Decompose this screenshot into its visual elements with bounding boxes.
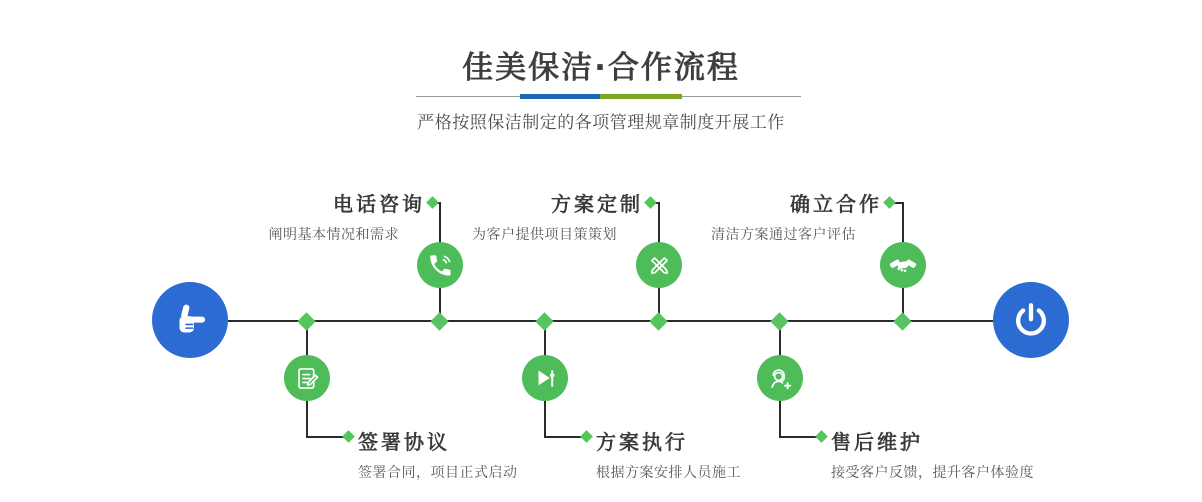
handshake-icon bbox=[889, 251, 917, 279]
timeline-node-diamond bbox=[893, 312, 911, 330]
label-diamond-bullet bbox=[644, 196, 657, 209]
step-label-plan-execute bbox=[596, 426, 741, 482]
title-divider-blue-segment bbox=[520, 94, 600, 99]
label-diamond-bullet bbox=[815, 430, 828, 443]
design-pens-icon bbox=[646, 252, 673, 279]
step-circle-phone-consult bbox=[417, 242, 463, 288]
connector-horizontal-step5 bbox=[545, 436, 584, 438]
step-circle-after-sales bbox=[757, 355, 803, 401]
step-label-phone-consult bbox=[269, 188, 426, 244]
step-title: 签署协议 bbox=[358, 430, 450, 454]
page-title: 佳美保洁·合作流程 bbox=[462, 50, 740, 86]
label-diamond-bullet bbox=[342, 430, 355, 443]
timeline-node-diamond bbox=[649, 312, 667, 330]
step-desc: 阐明基本情况和需求 bbox=[268, 227, 399, 243]
connector-horizontal-step6 bbox=[780, 436, 819, 438]
after-sales-support-icon bbox=[767, 365, 794, 392]
title-divider-green-segment bbox=[600, 94, 682, 99]
timeline-main-line bbox=[228, 320, 993, 322]
flow-end-circle bbox=[993, 282, 1069, 358]
step-circle-establish-cooperation bbox=[880, 242, 926, 288]
step-desc: 接受客户反馈，提升客户体验度 bbox=[831, 465, 1034, 481]
page-subtitle: 严格按照保洁制定的各项管理规章制度开展工作 bbox=[417, 113, 785, 133]
step-desc: 根据方案安排人员施工 bbox=[596, 465, 741, 481]
step-title: 电话咨询 bbox=[333, 192, 425, 216]
step-title: 方案定制 bbox=[551, 192, 643, 216]
phone-call-icon bbox=[427, 252, 454, 279]
step-desc: 签署合同，项目正式启动 bbox=[358, 465, 518, 481]
sign-document-icon bbox=[294, 365, 321, 392]
timeline-node-diamond bbox=[535, 312, 553, 330]
flow-start-circle bbox=[152, 282, 228, 358]
step-circle-plan-design bbox=[636, 242, 682, 288]
step-title: 确立合作 bbox=[790, 192, 882, 216]
timeline-node-diamond bbox=[770, 312, 788, 330]
step-title: 售后维护 bbox=[831, 430, 923, 454]
label-diamond-bullet bbox=[580, 430, 593, 443]
execute-play-icon bbox=[532, 365, 559, 392]
connector-horizontal-step4 bbox=[307, 436, 346, 438]
pointing-hand-icon bbox=[169, 299, 211, 341]
power-icon bbox=[1011, 300, 1051, 340]
step-circle-sign-agreement bbox=[284, 355, 330, 401]
step-desc: 为客户提供项目策策划 bbox=[472, 227, 617, 243]
step-title: 方案执行 bbox=[596, 430, 688, 454]
step-label-after-sales bbox=[831, 426, 1034, 482]
step-label-sign-agreement bbox=[358, 426, 518, 482]
step-desc: 清洁方案通过客户评估 bbox=[711, 227, 856, 243]
step-label-establish-cooperation bbox=[711, 188, 882, 244]
label-diamond-bullet bbox=[426, 196, 439, 209]
timeline-node-diamond bbox=[430, 312, 448, 330]
timeline-node-diamond bbox=[297, 312, 315, 330]
step-label-plan-design bbox=[472, 188, 643, 244]
step-circle-plan-execute bbox=[522, 355, 568, 401]
label-diamond-bullet bbox=[883, 196, 896, 209]
